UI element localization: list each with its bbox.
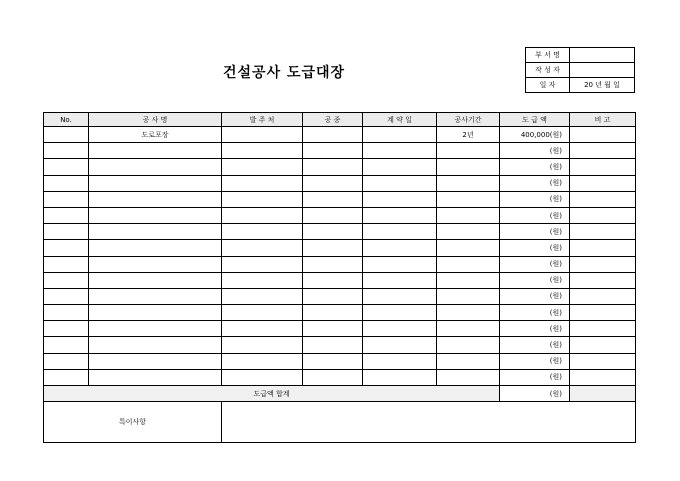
cell-remarks[interactable] <box>570 256 636 272</box>
date-value[interactable]: 20 년 월 일 <box>570 78 635 93</box>
cell-no[interactable] <box>44 321 89 337</box>
cell-period[interactable] <box>437 272 500 288</box>
table-row <box>44 369 636 385</box>
author-label: 작 성 자 <box>526 63 570 78</box>
cell-project-name[interactable] <box>89 240 222 256</box>
cell-amount[interactable]: (원) <box>500 305 570 321</box>
cell-no[interactable] <box>44 191 89 207</box>
cell-no[interactable] <box>44 127 89 143</box>
cell-contract-date[interactable] <box>363 240 437 256</box>
cell-remarks[interactable] <box>570 305 636 321</box>
cell-amount[interactable]: (원) <box>500 256 570 272</box>
cell-contract-date[interactable] <box>363 337 437 353</box>
cell-project-name[interactable] <box>89 207 222 223</box>
cell-amount[interactable]: (원) <box>500 159 570 175</box>
cell-project-name[interactable] <box>89 143 222 159</box>
cell-project-name[interactable] <box>89 272 222 288</box>
cell-work-type[interactable] <box>303 224 363 240</box>
cell-client[interactable] <box>222 191 303 207</box>
cell-period[interactable] <box>437 207 500 223</box>
total-label: 도급액 합계 <box>44 386 500 402</box>
cell-client[interactable] <box>222 288 303 304</box>
cell-amount[interactable]: (원) <box>500 369 570 385</box>
cell-no[interactable] <box>44 159 89 175</box>
cell-remarks[interactable] <box>570 272 636 288</box>
cell-period[interactable] <box>437 256 500 272</box>
cell-work-type[interactable] <box>303 191 363 207</box>
cell-no[interactable] <box>44 369 89 385</box>
table-row <box>44 256 636 272</box>
cell-project-name[interactable] <box>89 337 222 353</box>
cell-client[interactable] <box>222 224 303 240</box>
cell-contract-date[interactable] <box>363 159 437 175</box>
cell-client[interactable] <box>222 321 303 337</box>
cell-amount[interactable]: (원) <box>500 207 570 223</box>
table-row <box>44 272 636 288</box>
cell-amount[interactable]: (원) <box>500 288 570 304</box>
table-row <box>44 143 636 159</box>
col-header-work-type: 공 종 <box>303 113 363 127</box>
table-row <box>44 305 636 321</box>
author-row <box>526 63 635 78</box>
cell-no[interactable] <box>44 224 89 240</box>
cell-client[interactable] <box>222 127 303 143</box>
table-row <box>44 337 636 353</box>
cell-contract-date[interactable] <box>363 207 437 223</box>
cell-client[interactable] <box>222 256 303 272</box>
cell-client[interactable] <box>222 207 303 223</box>
table-row <box>44 321 636 337</box>
cell-no[interactable] <box>44 207 89 223</box>
cell-period[interactable] <box>437 159 500 175</box>
cell-project-name[interactable] <box>89 353 222 369</box>
table-row <box>44 207 636 223</box>
cell-work-type[interactable] <box>303 207 363 223</box>
table-row <box>44 159 636 175</box>
col-header-project-name: 공 사 명 <box>89 113 222 127</box>
col-header-period: 공사기간 <box>437 113 500 127</box>
cell-remarks[interactable] <box>570 353 636 369</box>
cell-work-type[interactable] <box>303 127 363 143</box>
cell-period[interactable] <box>437 369 500 385</box>
cell-contract-date[interactable] <box>363 191 437 207</box>
remarks-label: 특이사항 <box>44 402 222 443</box>
cell-period[interactable] <box>437 175 500 191</box>
table-row <box>44 191 636 207</box>
cell-work-type[interactable] <box>303 175 363 191</box>
cell-period[interactable] <box>437 288 500 304</box>
header-row <box>44 113 636 127</box>
remarks-row <box>44 402 636 443</box>
cell-remarks[interactable] <box>570 288 636 304</box>
cell-no[interactable] <box>44 272 89 288</box>
cell-contract-date[interactable] <box>363 127 437 143</box>
cell-work-type[interactable] <box>303 305 363 321</box>
cell-amount[interactable]: (원) <box>500 143 570 159</box>
date-row <box>526 78 635 93</box>
table-row <box>44 175 636 191</box>
cell-no[interactable] <box>44 175 89 191</box>
cell-project-name[interactable] <box>89 288 222 304</box>
cell-work-type[interactable] <box>303 159 363 175</box>
cell-client[interactable] <box>222 337 303 353</box>
cell-amount[interactable]: (원) <box>500 175 570 191</box>
cell-client[interactable] <box>222 369 303 385</box>
cell-contract-date[interactable] <box>363 224 437 240</box>
cell-client[interactable] <box>222 175 303 191</box>
cell-remarks[interactable] <box>570 369 636 385</box>
cell-no[interactable] <box>44 353 89 369</box>
cell-work-type[interactable] <box>303 369 363 385</box>
col-header-contract-date: 계 약 일 <box>363 113 437 127</box>
dept-value[interactable] <box>570 48 635 63</box>
col-header-remarks: 비 고 <box>570 113 636 127</box>
info-box <box>525 47 635 93</box>
cell-contract-date[interactable] <box>363 272 437 288</box>
cell-amount[interactable]: (원) <box>500 321 570 337</box>
cell-project-name[interactable] <box>89 175 222 191</box>
cell-amount[interactable]: (원) <box>500 240 570 256</box>
cell-project-name[interactable]: 도로포장 <box>89 127 222 143</box>
cell-remarks[interactable] <box>570 207 636 223</box>
cell-contract-date[interactable] <box>363 288 437 304</box>
table-row <box>44 240 636 256</box>
cell-period[interactable]: 2년 <box>437 127 500 143</box>
cell-amount[interactable]: 400,000(원) <box>500 127 570 143</box>
cell-client[interactable] <box>222 272 303 288</box>
cell-no[interactable] <box>44 288 89 304</box>
cell-amount[interactable]: (원) <box>500 272 570 288</box>
cell-project-name[interactable] <box>89 224 222 240</box>
cell-contract-date[interactable] <box>363 256 437 272</box>
cell-amount[interactable]: (원) <box>500 337 570 353</box>
cell-project-name[interactable] <box>89 305 222 321</box>
cell-contract-date[interactable] <box>363 369 437 385</box>
cell-work-type[interactable] <box>303 337 363 353</box>
cell-remarks[interactable] <box>570 240 636 256</box>
cell-contract-date[interactable] <box>363 143 437 159</box>
cell-remarks[interactable] <box>570 159 636 175</box>
cell-no[interactable] <box>44 305 89 321</box>
cell-period[interactable] <box>437 240 500 256</box>
table-row <box>44 288 636 304</box>
cell-remarks[interactable] <box>570 224 636 240</box>
cell-amount[interactable]: (원) <box>500 353 570 369</box>
table-row <box>44 353 636 369</box>
cell-period[interactable] <box>437 305 500 321</box>
cell-client[interactable] <box>222 305 303 321</box>
cell-period[interactable] <box>437 143 500 159</box>
total-amount[interactable]: (원) <box>500 386 570 402</box>
cell-work-type[interactable] <box>303 353 363 369</box>
cell-period[interactable] <box>437 191 500 207</box>
cell-contract-date[interactable] <box>363 175 437 191</box>
cell-no[interactable] <box>44 256 89 272</box>
dept-label: 부 서 명 <box>526 48 570 63</box>
cell-remarks[interactable] <box>570 191 636 207</box>
table-row <box>44 224 636 240</box>
col-header-amount: 도 급 액 <box>500 113 570 127</box>
cell-amount[interactable]: (원) <box>500 224 570 240</box>
table-row <box>44 127 636 143</box>
author-value[interactable] <box>570 63 635 78</box>
cell-remarks[interactable] <box>570 127 636 143</box>
contract-ledger-table <box>43 112 636 443</box>
remarks-value[interactable] <box>222 402 636 443</box>
cell-no[interactable] <box>44 143 89 159</box>
cell-project-name[interactable] <box>89 191 222 207</box>
cell-project-name[interactable] <box>89 159 222 175</box>
cell-no[interactable] <box>44 240 89 256</box>
col-header-no: No. <box>44 113 89 127</box>
cell-work-type[interactable] <box>303 272 363 288</box>
total-row <box>44 386 636 402</box>
cell-work-type[interactable] <box>303 288 363 304</box>
cell-period[interactable] <box>437 353 500 369</box>
cell-work-type[interactable] <box>303 143 363 159</box>
cell-client[interactable] <box>222 143 303 159</box>
total-note[interactable] <box>570 386 636 402</box>
cell-period[interactable] <box>437 321 500 337</box>
cell-project-name[interactable] <box>89 256 222 272</box>
cell-remarks[interactable] <box>570 143 636 159</box>
cell-work-type[interactable] <box>303 256 363 272</box>
document-title: 건설공사 도급대장 <box>223 65 346 81</box>
cell-remarks[interactable] <box>570 337 636 353</box>
cell-remarks[interactable] <box>570 175 636 191</box>
cell-period[interactable] <box>437 337 500 353</box>
cell-amount[interactable]: (원) <box>500 191 570 207</box>
cell-remarks[interactable] <box>570 321 636 337</box>
cell-work-type[interactable] <box>303 240 363 256</box>
cell-contract-date[interactable] <box>363 321 437 337</box>
cell-period[interactable] <box>437 224 500 240</box>
dept-row <box>526 48 635 63</box>
cell-contract-date[interactable] <box>363 305 437 321</box>
cell-client[interactable] <box>222 240 303 256</box>
cell-no[interactable] <box>44 337 89 353</box>
cell-project-name[interactable] <box>89 369 222 385</box>
cell-client[interactable] <box>222 353 303 369</box>
cell-client[interactable] <box>222 159 303 175</box>
cell-contract-date[interactable] <box>363 353 437 369</box>
date-label: 일 자 <box>526 78 570 93</box>
col-header-client: 발 주 처 <box>222 113 303 127</box>
cell-work-type[interactable] <box>303 321 363 337</box>
cell-project-name[interactable] <box>89 321 222 337</box>
